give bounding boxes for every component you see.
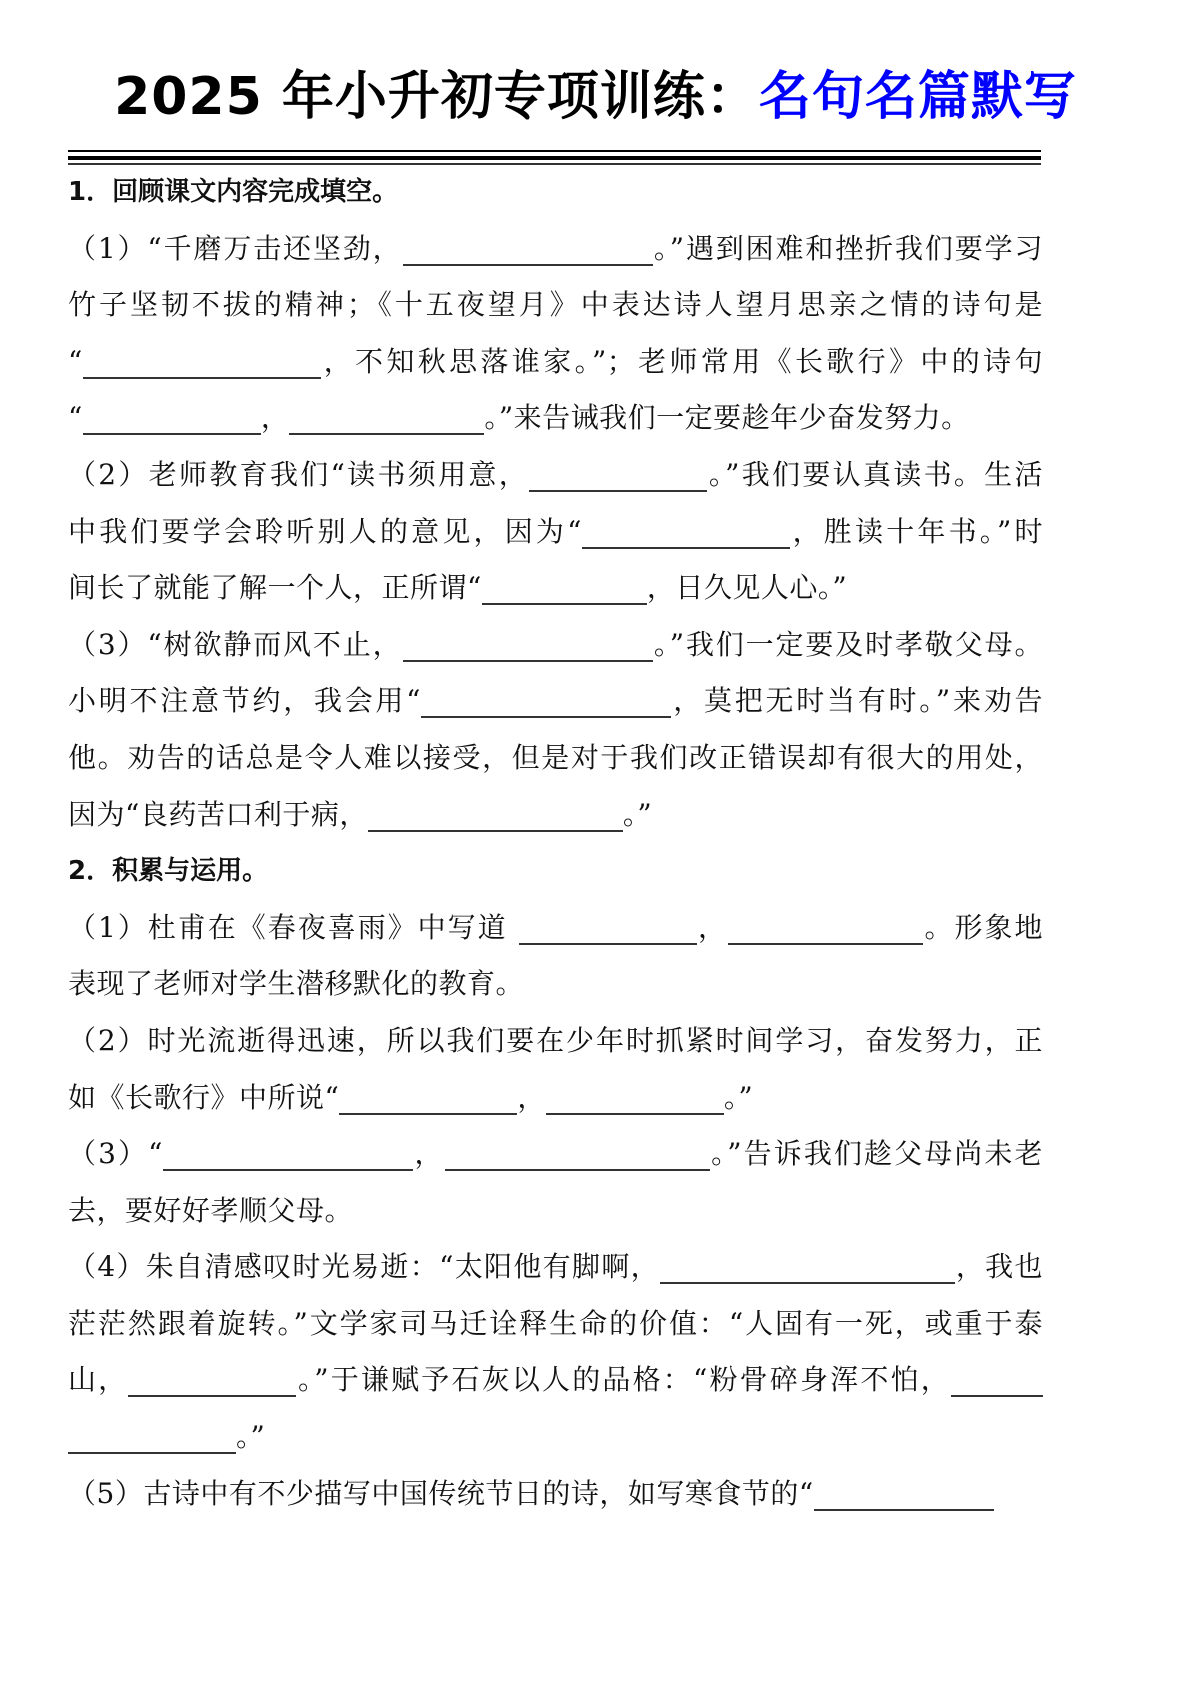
worksheet-line [68,1070,1043,1127]
fill-in-blank[interactable] [68,1422,236,1454]
worksheet-line [68,1126,1043,1183]
worksheet-line [68,390,1043,447]
worksheet-line [68,617,1043,674]
fill-in-blank[interactable] [403,630,653,662]
worksheet-line [68,730,1043,787]
line-text: “ [68,344,83,378]
worksheet-line [68,447,1043,504]
worksheet-line [68,560,1043,617]
fill-in-blank[interactable] [445,1139,710,1171]
fill-in-blank[interactable] [163,1139,413,1171]
worksheet-line [68,787,1043,844]
fill-in-blank[interactable] [546,1083,724,1115]
line-text: “ [68,401,83,435]
line-text: 因为“良药苦口利于病， [68,797,368,831]
line-text: ，胜读十年书。”时 [789,514,1043,548]
title-topic: 名句名篇默写 [758,67,1077,127]
line-text: ， [260,401,290,435]
line-text: 小明不注意节约，我会用“ [68,684,421,718]
worksheet-line [68,673,1043,730]
fill-in-blank[interactable] [83,347,321,379]
fill-in-blank[interactable] [83,403,261,435]
worksheet-line [68,221,1043,278]
worksheet-body [68,164,1043,1522]
title-prefix: 2025 年小升初专项训练： [114,67,759,127]
line-text: ， [412,1137,445,1171]
fill-in-blank[interactable] [728,913,923,945]
line-text: （1）杜甫在《春夜喜雨》中写道 [68,910,519,944]
line-text: （2）老师教育我们“读书须用意， [68,457,530,491]
worksheet-line [68,1013,1043,1070]
line-text: 如《长歌行》中所说“ [68,1080,340,1114]
line-text: 。” [236,1420,266,1454]
fill-in-blank[interactable] [128,1365,296,1397]
worksheet-line [68,900,1043,957]
line-text: 。”我们一定要及时孝敬父母。 [652,627,1043,661]
line-text: ， [696,910,729,944]
fill-in-blank[interactable] [289,403,484,435]
line-text: ，莫把无时当有时。”来劝告 [671,684,1043,718]
worksheet-line [68,1296,1043,1353]
divider-line-thick [68,156,1041,160]
fill-in-blank[interactable] [951,1365,1043,1397]
line-text: 。形象地 [923,910,1043,944]
worksheet-line [68,956,1043,1013]
line-text: 。”我们要认真读书。生活 [707,457,1043,491]
line-text: 。”遇到困难和挫折我们要学习 [652,231,1043,265]
divider-line-thin-top [68,150,1041,152]
line-text: 。”于谦赋予石灰以人的品格：“粉骨碎身浑不怕， [296,1363,951,1397]
fill-in-blank[interactable] [339,1083,517,1115]
line-text: （5）古诗中有不少描写中国传统节日的诗，如写寒食节的“ [68,1476,814,1510]
line-text: 中我们要学会聆听别人的意见，因为“ [68,514,582,548]
line-text: 。”来告诫我们一定要趁年少奋发努力。 [484,401,970,435]
line-text: 。” [723,1080,754,1114]
fill-in-blank[interactable] [660,1252,955,1284]
line-text: ，日久见人心。” [646,571,848,605]
fill-in-blank[interactable] [421,686,671,718]
line-text: 他。劝告的话总是令人难以接受，但是对于我们改正错误却有很大的用处， [68,740,1043,774]
line-text: 竹子坚韧不拔的精神；《十五夜望月》中表达诗人望月思亲之情的诗句是 [68,288,1043,322]
line-text: 去，要好好孝顺父母。 [68,1193,354,1227]
line-text: ，不知秋思落谁家。”；老师常用《长歌行》中的诗句 [320,344,1043,378]
worksheet-line [68,277,1043,334]
line-text: 。”告诉我们趁父母尚未老 [709,1137,1043,1171]
line-text: 山， [68,1363,129,1397]
line-text: 茫茫然跟着旋转。”文学家司马迁诠释生命的价值：“人固有一死，或重于泰 [68,1306,1043,1340]
worksheet-line [68,1352,1043,1409]
line-text: 间长了就能了解一个人，正所谓“ [68,571,482,605]
line-text: ，我也 [955,1250,1043,1284]
fill-in-blank[interactable] [403,234,653,266]
worksheet-line [68,1239,1043,1296]
line-text: ， [517,1080,546,1114]
worksheet-line [68,504,1043,561]
line-text: （3）“树欲静而风不止， [68,627,403,661]
fill-in-blank[interactable] [482,573,647,605]
line-text: （3）“ [68,1137,163,1171]
line-text: （2）时光流逝得迅速，所以我们要在少年时抓紧时间学习，奋发努力，正 [68,1023,1043,1057]
line-text: 。” [622,797,653,831]
section-heading: 2．积累与运用。 [68,856,269,887]
fill-in-blank[interactable] [519,913,697,945]
worksheet-line [68,1466,1043,1523]
worksheet-line [68,1183,1043,1240]
fill-in-blank[interactable] [368,800,623,832]
fill-in-blank[interactable] [582,517,790,549]
worksheet-line [68,1409,1043,1466]
page-title [0,62,1191,132]
line-text: （1）“千磨万击还坚劲， [68,231,403,265]
worksheet-line [68,334,1043,391]
fill-in-blank[interactable] [529,460,707,492]
line-text: （4）朱自清感叹时光易逝：“太阳他有脚啊， [68,1250,660,1284]
fill-in-blank[interactable] [814,1479,994,1511]
line-text: 表现了老师对学生潜移默化的教育。 [68,967,525,1001]
section-heading: 1．回顾课文内容完成填空。 [68,177,399,207]
